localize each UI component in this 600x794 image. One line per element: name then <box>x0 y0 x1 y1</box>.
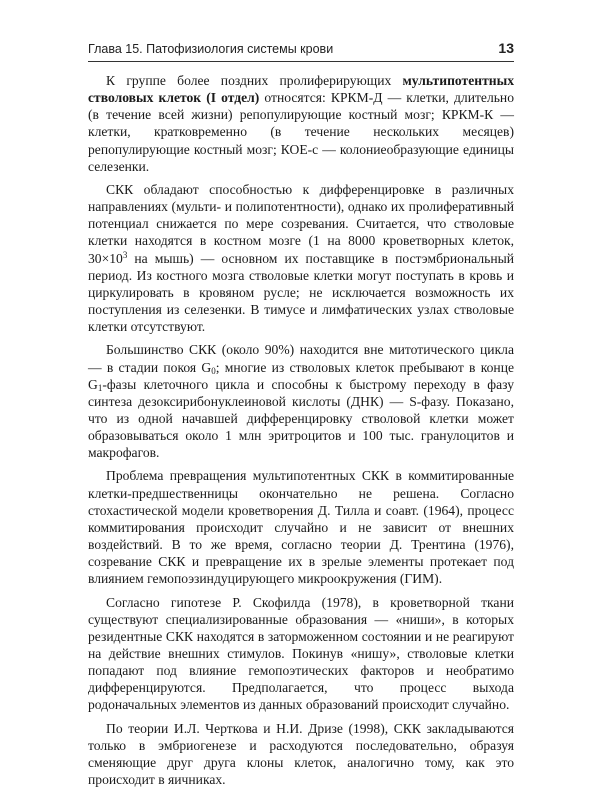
paragraph-2-part1: СКК обладают способностью к дифференцировке в различных направлениях (мульти- и полипотентности), однако их пролиферативный потенциал снижается по мере созревания. Считается, что стволовые клетки находятся в костном мозге (1 на 8000 кроветворных клеток, 30×10 <box>88 181 514 266</box>
paragraph-3 <box>88 341 514 461</box>
paragraph-1-rest: относятся: КРКМ-Д — клетки, длительно (в течение всей жизни) репопулирующие костный мозг; КРКМ-К — клетки, кратковременно (в течение нескольких месяцев) репопулирующие костный мозг; КОЕ-с — колониеобразующие единицы селезенки. <box>88 90 515 174</box>
exponent: 3 <box>122 249 128 260</box>
page-number: 13 <box>498 40 514 56</box>
paragraph-3-part1: Большинство СКК (около 90%) находится вне митотического цикла — в стадии покоя G <box>88 342 514 375</box>
paragraph-6: По теории И.Л. Черткова и Н.И. Дризе (1998), СКК закладываются только в эмбриогенезе и расходуются последовательно, образуя сменяющие друг друга клоны клеток, аналогично тому, как это происходит в яичниках. <box>88 720 514 788</box>
term-multipotent-stem-cells: мультипотентных стволовых клеток (I отдел) <box>88 73 514 106</box>
paragraph-2 <box>88 181 514 335</box>
paragraph-1 <box>88 72 514 175</box>
body-text <box>88 72 514 794</box>
paragraph-3-part3: -фазы клеточного цикла и способны к быстрому переходу в фазу синтеза дезоксирибонуклеиновой кислоты (ДНК) — S-фазу. Показано, что из одной начавшей дифференцировку стволовой клетки может образовываться около 1 млн эритроцитов и 100 тыс. гранулоцитов и макрофагов. <box>88 376 514 461</box>
paragraph-4: Проблема превращения мультипотентных СКК в коммитированные клетки-предшественницы окончательно не решена. Согласно стохастической модели кроветворения Д. Тилла и соавт. (1964), процесс коммитирования происходит случайно и не зависит от внешних воздействий. В то же время, согласно теории Д. Трентина (1976), созревание СКК и превращение их в зрелые элементы протекает под влиянием гемопоэзиндуцирующего микроокружения (ГИМ). <box>88 468 514 587</box>
subscript-g1: 1 <box>97 382 103 393</box>
paragraph-5: Согласно гипотезе Р. Скофилда (1978), в кроветворной ткани существуют специализированные образования — «ниши», в которых резидентные СКК находятся в заторможенном состоянии и не реагируют на действие внешних стимулов. Покинув «нишу», стволовые клетки попадают под влияние гемопоэтических факторов и необратимо дифференцируются. Предполагается, что процесс выхода родоначальных элементов из данных образований происходит случайно. <box>88 594 514 713</box>
paragraph-1-lead: К группе более поздних пролиферирующих <box>106 73 403 88</box>
paragraph-2-part2: на мышь) — основном их поставщике в постэмбриональный период. Из костного мозга стволовые клетки могут поступать в кровь и циркулировать в кровяном русле; не исключается возможность их поступления из селезенки. В тимусе и лимфатических узлах стволовые клетки отсутствуют. <box>88 250 514 335</box>
subscript-g0: 0 <box>211 365 216 376</box>
paragraph-3-part2: ; многие из стволовых клеток пребывают в конце G <box>88 359 514 392</box>
chapter-title: Глава 15. Патофизиология системы крови <box>88 42 334 56</box>
running-header <box>88 40 514 62</box>
